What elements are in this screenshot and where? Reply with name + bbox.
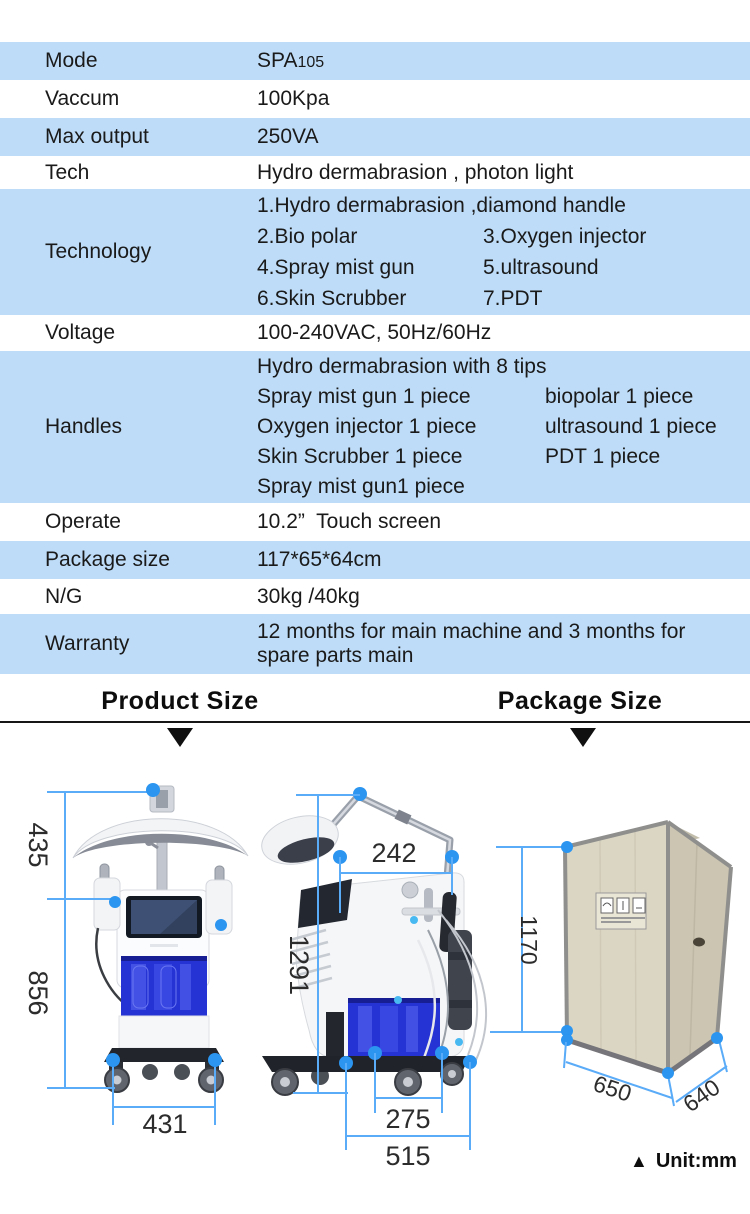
side-top-depth-dim: 242 <box>371 838 417 868</box>
spec-row-tech <box>0 156 750 189</box>
spec-label: Operate <box>45 510 121 533</box>
spec-label: N/G <box>45 584 83 608</box>
spec-label: Tech <box>45 160 90 184</box>
package-size-title: Package Size <box>497 687 663 715</box>
spec-row-handles <box>0 351 750 503</box>
technology-item: 4.Spray mist gun <box>257 256 415 279</box>
spec-value: 100Kpa <box>257 87 330 110</box>
warranty-line <box>257 620 750 644</box>
box-width-dim: 650 <box>590 1070 635 1107</box>
mode-value-sub: 105 <box>297 54 325 71</box>
technology-line <box>257 221 750 252</box>
handles-item: Hydro dermabrasion with 8 tips <box>257 355 547 378</box>
technology-item: 7.PDT <box>483 287 543 310</box>
technology-line <box>257 190 750 221</box>
handles-item: ultrasound 1 piece <box>545 415 717 438</box>
unit-label <box>630 1150 737 1173</box>
spec-value <box>257 49 324 73</box>
product-size-title: Product Size <box>101 687 259 715</box>
down-triangle-icon <box>167 728 193 747</box>
spec-row-operate <box>0 503 750 541</box>
warranty-line <box>257 644 750 668</box>
technology-line <box>257 252 750 283</box>
front-height-bottom-dim: 856 <box>23 970 53 1016</box>
unit-text: Unit:mm <box>655 1150 737 1172</box>
spec-label: Handles <box>45 415 123 438</box>
technology-item: 2.Bio polar <box>257 225 358 248</box>
handles-item: Skin Scrubber 1 piece <box>257 445 463 468</box>
spec-label: Mode <box>45 49 98 72</box>
size-diagrams <box>0 760 750 1214</box>
handles-line <box>257 442 750 472</box>
spec-value: 250VA <box>257 125 319 148</box>
spec-label: Technology <box>45 240 152 263</box>
spec-label: Vaccum <box>45 87 120 110</box>
spec-value: 30kg /40kg <box>257 584 360 608</box>
spec-row-vaccum <box>0 80 750 118</box>
spec-row-technology <box>0 189 750 315</box>
spec-row-ng <box>0 579 750 614</box>
handles-line <box>257 382 750 412</box>
spec-label: Max output <box>45 125 149 148</box>
spec-table <box>0 42 750 674</box>
handles-line <box>257 472 750 502</box>
down-triangle-icon <box>570 728 596 747</box>
handles-item: biopolar 1 piece <box>545 385 694 408</box>
spec-label: Package size <box>45 548 170 571</box>
up-triangle-icon: ▲ <box>630 1151 648 1171</box>
side-depth-dim: 515 <box>385 1141 431 1171</box>
spec-label: Voltage <box>45 321 116 344</box>
spec-value: 10.2” Touch screen <box>257 510 442 533</box>
technology-line <box>257 283 750 314</box>
handles-item: Oxygen injector 1 piece <box>257 415 477 438</box>
handles-item: PDT 1 piece <box>545 445 661 468</box>
handles-item: Spray mist gun 1 piece <box>257 385 471 408</box>
handles-line <box>257 412 750 442</box>
spec-row-voltage <box>0 315 750 351</box>
front-width-dim: 431 <box>142 1109 188 1139</box>
spec-row-max-output <box>0 118 750 156</box>
technology-item: 1.Hydro dermabrasion ,diamond handle <box>257 194 626 217</box>
front-machine-illustration <box>73 786 248 1092</box>
spec-row-package-size <box>0 541 750 579</box>
spec-value: 117*65*64cm <box>257 548 382 571</box>
side-height-dim: 1291 <box>284 934 314 996</box>
spec-value: Hydro dermabrasion , photon light <box>257 160 574 184</box>
front-height-top-dim: 435 <box>23 822 53 868</box>
package-crate-illustration <box>565 822 731 1073</box>
technology-item: 6.Skin Scrubber <box>257 287 407 310</box>
spec-label: Warranty <box>45 632 130 655</box>
warranty-text: 12 months for main machine and 3 months for <box>257 620 686 643</box>
spec-value: 100-240VAC, 50Hz/60Hz <box>257 321 492 344</box>
box-height-dim: 1170 <box>516 915 542 965</box>
spec-row-mode <box>0 42 750 80</box>
spec-row-warranty <box>0 614 750 674</box>
warranty-text: spare parts main <box>257 644 414 667</box>
technology-item: 3.Oxygen injector <box>483 225 647 248</box>
handles-line <box>257 352 750 382</box>
handles-item: Spray mist gun1 piece <box>257 475 465 498</box>
side-wheelbase-dim: 275 <box>385 1104 431 1134</box>
mode-value: SPA <box>257 49 298 72</box>
technology-item: 5.ultrasound <box>483 256 599 279</box>
box-depth-dim: 640 <box>678 1073 725 1118</box>
section-divider <box>0 721 750 723</box>
